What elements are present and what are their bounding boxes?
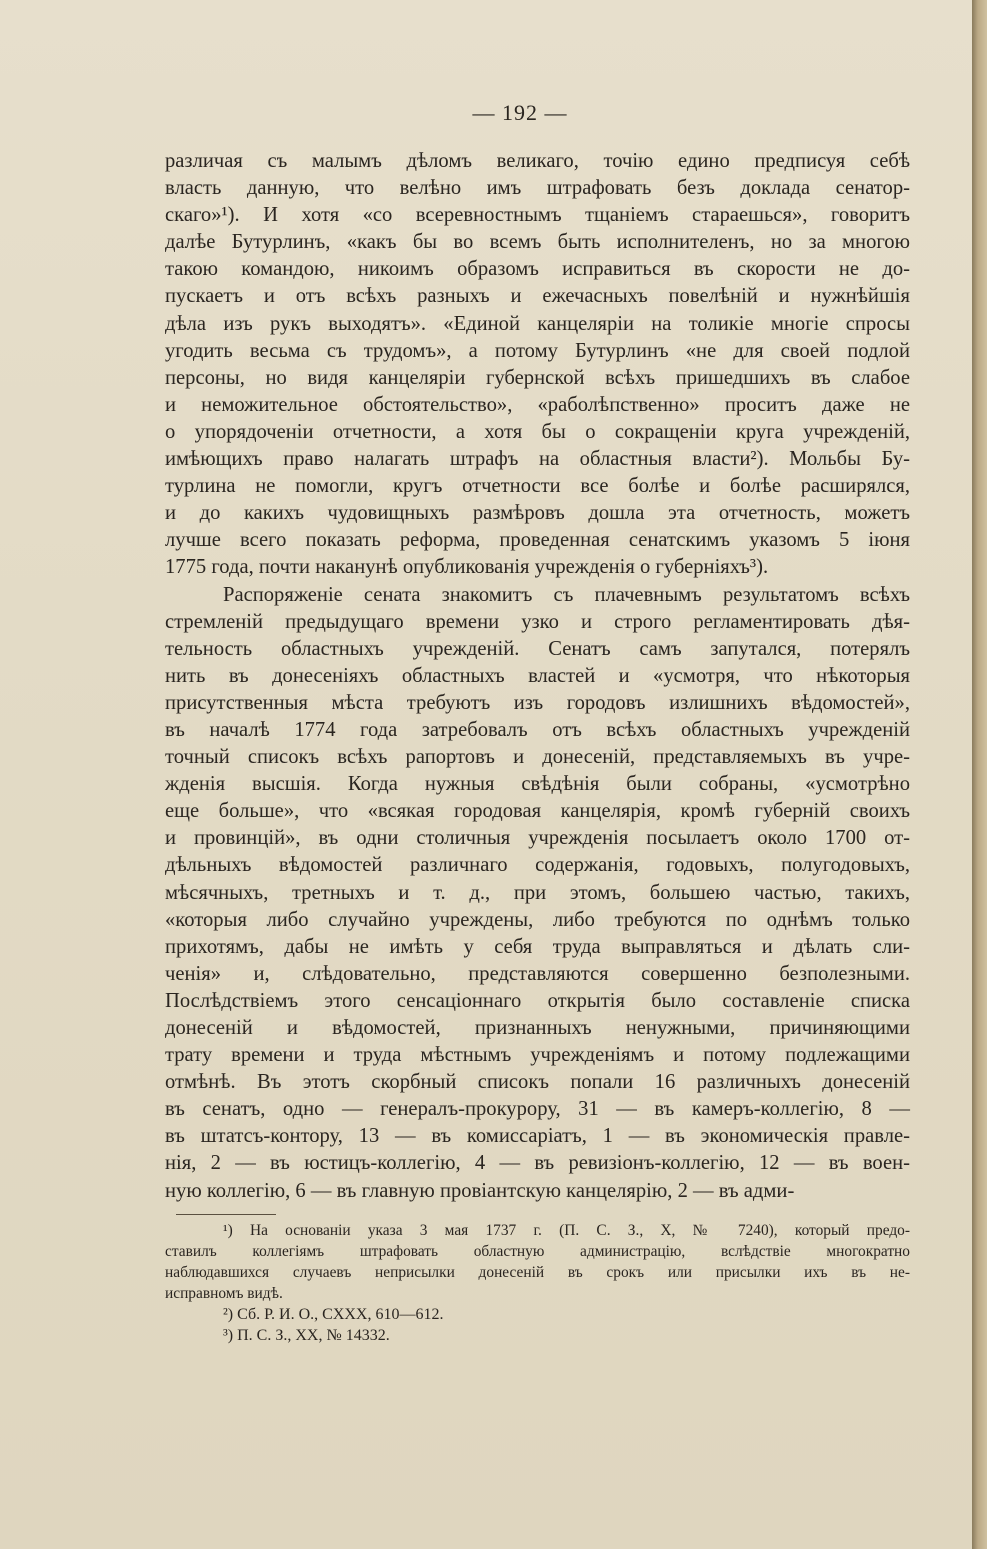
text-line: стремленій предыдущаго времени узко и строго регламентировать дѣя-	[165, 610, 910, 633]
text-line: Распоряженіе сената знакомитъ съ плачевнымъ результатомъ всѣхъ	[223, 583, 910, 606]
text-line: нить въ донесеніяхъ областныхъ властей и «усмотря, что нѣкоторыя	[165, 664, 910, 687]
footnote-line: ²) Сб. Р. И. О., CXXX, 610—612.	[223, 1305, 444, 1323]
text-line: отмѣнѣ. Въ этотъ скорбный списокъ попали 16 различныхъ донесеній	[165, 1071, 910, 1094]
body-text	[165, 148, 910, 1205]
text-line: лучше всего показать реформа, проведенная сенатскимъ указомъ 5 іюня	[165, 529, 910, 552]
page-edge	[972, 0, 987, 1549]
text-line: трату времени и труда мѣстнымъ учрежденіямъ и потому подлежащими	[165, 1044, 910, 1067]
footnote-line: ³) П. С. З., XX, № 14332.	[223, 1326, 390, 1344]
text-line: Послѣдствіемъ этого сенсаціоннаго открытія было составленіе списка	[165, 989, 910, 1012]
text-line: въ началѣ 1774 года затребовалъ отъ всѣхъ областныхъ учрежденій	[165, 718, 910, 741]
text-line: и провинцій», въ одни столичныя учрежденія посылаетъ около 1700 от-	[165, 827, 910, 850]
text-line: дѣльныхъ вѣдомостей различнаго содержанія, годовыхъ, полугодовыхъ,	[165, 854, 910, 877]
text-line: прихотямъ, дабы не имѣть у себя труда выправляться и дѣлать сли-	[165, 935, 910, 958]
text-line: и неможительное обстоятельство», «раболѣпственно» проситъ даже не	[165, 393, 910, 416]
text-line: о упорядоченіи отчетности, а хотя бы о сокращеніи круга учрежденій,	[165, 420, 910, 443]
text-line: въ сенатъ, одно — генералъ-прокурору, 31 — въ камеръ-коллегію, 8 —	[165, 1098, 910, 1121]
text-line: «которыя либо случайно учреждены, либо требуются по однѣмъ только	[165, 908, 910, 931]
page-number: — 192 —	[472, 100, 568, 125]
footnotes	[165, 1221, 910, 1346]
text-line: такою командою, никоимъ образомъ исправиться въ скорости не до-	[165, 258, 910, 281]
text-line: въ штатсъ-контору, 13 — въ комиссаріатъ, 1 — въ экономическія правле-	[165, 1125, 910, 1148]
text-line: донесеній и вѣдомостей, признанныхъ ненужными, причиняющими	[165, 1017, 910, 1039]
text-line: персоны, но видя канцеляріи губернской всѣхъ пришедшихъ въ слабое	[165, 366, 910, 389]
text-line: ченія» и, слѣдовательно, представляются совершенно безполезными.	[165, 962, 910, 985]
text-line: турлина не помогли, кругъ отчетности все болѣе и болѣе расширялся,	[165, 475, 910, 498]
text-line: власть данную, что велѣно имъ штрафовать безъ доклада сенатор-	[165, 177, 910, 200]
footnote-line: ставилъ коллегіямъ штрафовать областную администрацію, вслѣдствіе многократно	[165, 1242, 910, 1260]
text-line: тельность областныхъ учрежденій. Сенатъ самъ запутался, потерялъ	[165, 637, 910, 660]
text-line: различая съ малымъ дѣломъ великаго, точію едино предписуя себѣ	[165, 150, 910, 172]
text-line: угодить весьма съ трудомъ», а потому Бутурлинъ «не для своей подлой	[165, 339, 910, 362]
footnote-line: наблюдавшихся случаевъ неприсылки донесеній въ срокъ или присылки ихъ въ не-	[165, 1263, 910, 1281]
text-line: ную коллегію, 6 — въ главную провіантскую канцелярію, 2 — въ адми-	[165, 1179, 795, 1202]
text-line: имѣющихъ право налагать штрафъ на областныя власти²). Мольбы Бу-	[165, 448, 910, 471]
text-line: пускаетъ и отъ всѣхъ разныхъ и ежечасныхъ повелѣній и нужнѣйшія	[165, 285, 910, 308]
text-line: 1775 года, почти наканунѣ опубликованія учрежденія о губерніяхъ³).	[165, 556, 769, 579]
text-line: точный списокъ всѣхъ рапортовъ и донесеній, представляемыхъ въ учре-	[165, 746, 910, 769]
text-line: дѣла изъ рукъ выходятъ». «Единой канцеляріи на толикіе многіе спросы	[165, 312, 910, 335]
footnote-line: ¹) На основаніи указа 3 мая 1737 г. (П. С. З., X, № 7240), который предо-	[223, 1222, 910, 1239]
text-line: мѣсячныхъ, третныхъ и т. д., при этомъ, большею частью, такихъ,	[165, 881, 910, 904]
text-line: далѣе Бутурлинъ, «какъ бы во всемъ быть исполнителенъ, но за многою	[165, 231, 910, 254]
footnote-rule	[176, 1214, 276, 1215]
text-line: скаго»¹). И хотя «со всеревностнымъ тщаніемъ стараешься», говоритъ	[165, 204, 910, 227]
text-line: нія, 2 — въ юстицъ-коллегію, 4 — въ ревизіонъ-коллегію, 12 — въ воен-	[165, 1152, 910, 1175]
footnote-line: исправномъ видѣ.	[165, 1284, 283, 1302]
text-line: и до какихъ чудовищныхъ размѣровъ дошла эта отчетность, можетъ	[165, 502, 910, 525]
text-line: еще больше», что «всякая городовая канцелярія, кромѣ губерній своихъ	[165, 800, 910, 823]
text-line: присутственныя мѣста требуютъ изъ городовъ излишнихъ вѣдомостей»,	[165, 691, 910, 714]
text-line: жденія высшія. Когда нужныя свѣдѣнія были собраны, «усмотрѣно	[165, 773, 910, 796]
